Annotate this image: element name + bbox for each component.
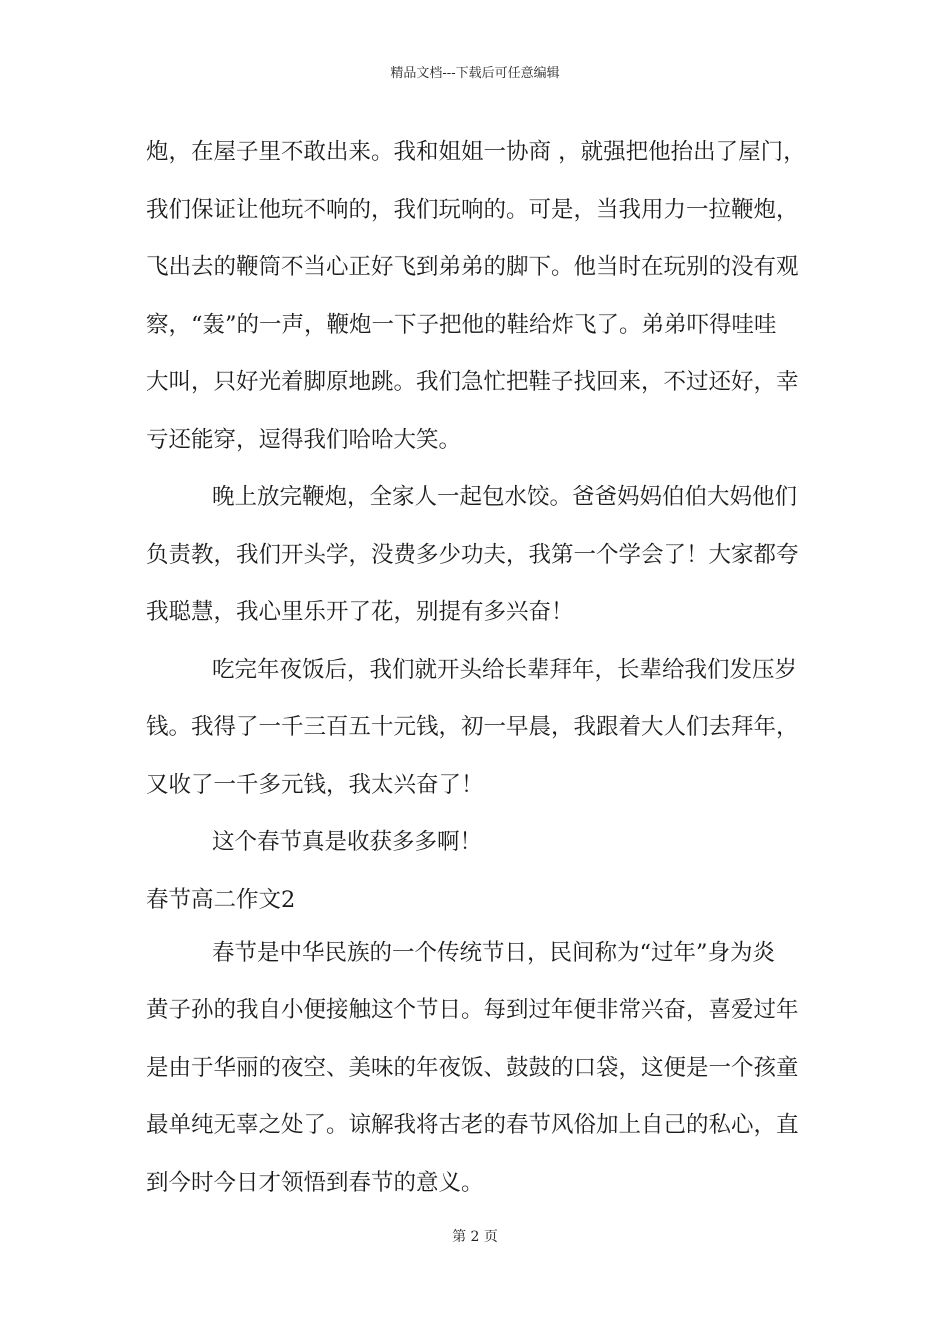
section-heading: 春节高二作文2: [146, 886, 296, 913]
text-line: 钱。我得了一千三百五十元钱，初一早晨，我跟着大人们去拜年，: [146, 714, 799, 740]
document-body: [146, 130, 816, 1218]
text-line: 是由于华丽的夜空、美味的年夜饭、鼓鼓的口袋，这便是一个孩童: [146, 1054, 799, 1081]
text-line: 飞出去的鞭筒不当心正好飞到弟弟的脚下。他当时在玩别的没有观: [146, 254, 799, 280]
text-line: 亏还能穿，逗得我们哈哈大笑。: [146, 426, 462, 453]
page-header: 精品文档---下载后可任意编辑: [390, 66, 560, 81]
text-line: 大叫，只好光着脚原地跳。我们急忙把鞋子找回来，不过还好，幸: [146, 369, 799, 395]
page-number: 第 2 页: [452, 1229, 498, 1245]
text-line: 黄子孙的我自小便接触这个节日。每到过年便非常兴奋，喜爱过年: [146, 997, 799, 1023]
text-line: 最单纯无辜之处了。谅解我将古老的春节风俗加上自己的私心，直: [146, 1112, 799, 1138]
text-line: 到今时今日才领悟到春节的意义。: [146, 1169, 484, 1196]
text-line: 负责教，我们开头学，没费多少功夫，我第一个学会了！大家都夸: [146, 541, 799, 568]
paragraph-first-line: 晚上放完鞭炮，全家人一起包水饺。爸爸妈妈伯伯大妈他们: [212, 484, 798, 510]
paragraph-first-line: 这个春节真是收获多多啊！: [212, 829, 483, 855]
text-line: 炮，在屋子里不敢出来。我和姐姐一协商 ，就强把他抬出了屋门，: [146, 139, 806, 165]
text-line: 我聪慧，我心里乐开了花，别提有多兴奋！: [146, 599, 574, 625]
paragraph-first-line: 春节是中华民族的一个传统节日，民间称为“过年”身为炎: [212, 939, 776, 966]
text-line: 又收了一千多元钱，我太兴奋了！: [146, 771, 484, 798]
text-line: 我们保证让他玩不响的，我们玩响的。可是，当我用力一拉鞭炮，: [146, 196, 799, 223]
paragraph-first-line: 吃完年夜饭后，我们就开头给长辈拜年，长辈给我们发压岁: [212, 656, 798, 683]
text-line: 察，“轰”的一声，鞭炮一下子把他的鞋给炸飞了。弟弟吓得哇哇: [146, 311, 777, 338]
